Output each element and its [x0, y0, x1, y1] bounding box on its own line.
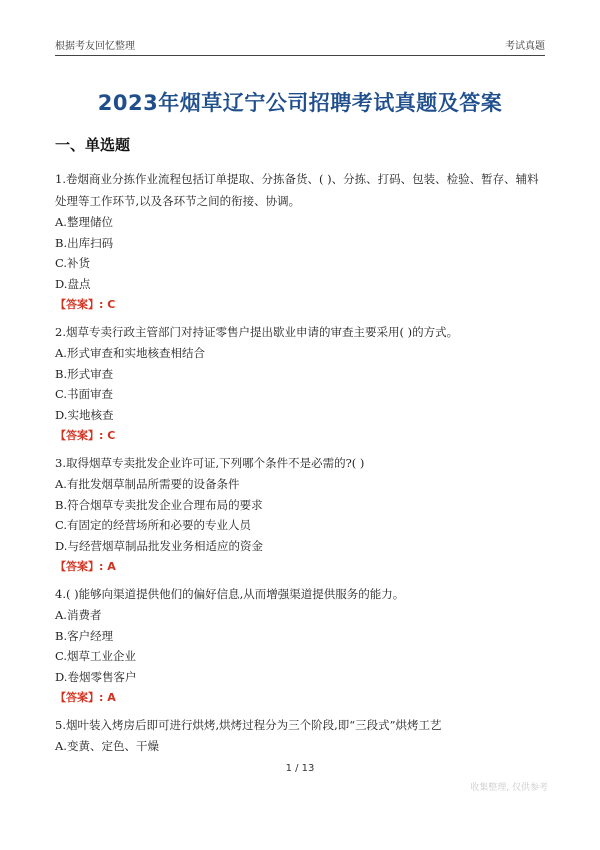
question-5: [55, 714, 545, 757]
option-a: A.消费者: [55, 608, 102, 622]
option-c: C.书面审查: [55, 387, 114, 401]
option-c: C.补货: [55, 256, 91, 270]
option-a: A.变黄、定色、干燥: [55, 739, 159, 753]
option-a: A.形式审查和实地核查相结合: [55, 346, 205, 360]
question-4: [55, 583, 545, 708]
option-d: D.实地核查: [55, 407, 114, 422]
option-d: D.与经营烟草制品批发业务相适应的资金: [55, 538, 263, 553]
answer-label: 【答案】: C: [55, 298, 116, 311]
option-b: B.形式审查: [55, 366, 114, 381]
answer-label: 【答案】: C: [55, 429, 116, 442]
option-b: B.符合烟草专卖批发企业合理布局的要求: [55, 497, 263, 512]
option-d: D.卷烟零售客户: [55, 669, 137, 684]
section-heading: 一、单选题: [55, 136, 131, 154]
question-stem: 1.卷烟商业分拣作业流程包括订单提取、分拣备货、( )、分拣、打码、包装、检验、暂存、辅料处理等工作环节,以及各环节之间的衔接、协调。: [55, 172, 539, 208]
option-c: C.烟草工业企业: [55, 649, 137, 663]
question-list: [55, 168, 545, 757]
question-3: [55, 452, 545, 577]
option-d: D.盘点: [55, 276, 91, 291]
header-source-note: 根据考友回忆整理: [55, 41, 135, 52]
question-stem: 5.烟叶装入烤房后即可进行烘烤,烘烤过程分为三个阶段,即“三段式”烘烤工艺: [55, 718, 442, 732]
page-number: 1 / 13: [285, 763, 315, 774]
option-a: A.整理储位: [55, 215, 113, 229]
header-category: 考试真题: [505, 41, 545, 52]
question-stem: 4.( )能够向渠道提供他们的偏好信息,从而增强渠道提供服务的能力。: [55, 587, 405, 601]
option-a: A.有批发烟草制品所需要的设备条件: [55, 477, 240, 491]
watermark-text: 收集整理, 仅供参考: [470, 783, 548, 793]
answer-label: 【答案】: A: [55, 560, 116, 573]
question-2: [55, 321, 545, 446]
option-b: B.出库扫码: [55, 235, 114, 250]
answer-label: 【答案】: A: [55, 691, 116, 704]
question-stem: 3.取得烟草专卖批发企业许可证,下列哪个条件不是必需的?( ): [55, 456, 365, 470]
option-c: C.有固定的经营场所和必要的专业人员: [55, 518, 252, 532]
option-b: B.客户经理: [55, 628, 114, 643]
running-header: [55, 41, 545, 56]
document-title: 2023年烟草辽宁公司招聘考试真题及答案: [97, 91, 503, 115]
question-stem: 2.烟草专卖行政主管部门对持证零售户提出歇业申请的审查主要采用( )的方式。: [55, 325, 459, 339]
question-1: [55, 168, 545, 315]
